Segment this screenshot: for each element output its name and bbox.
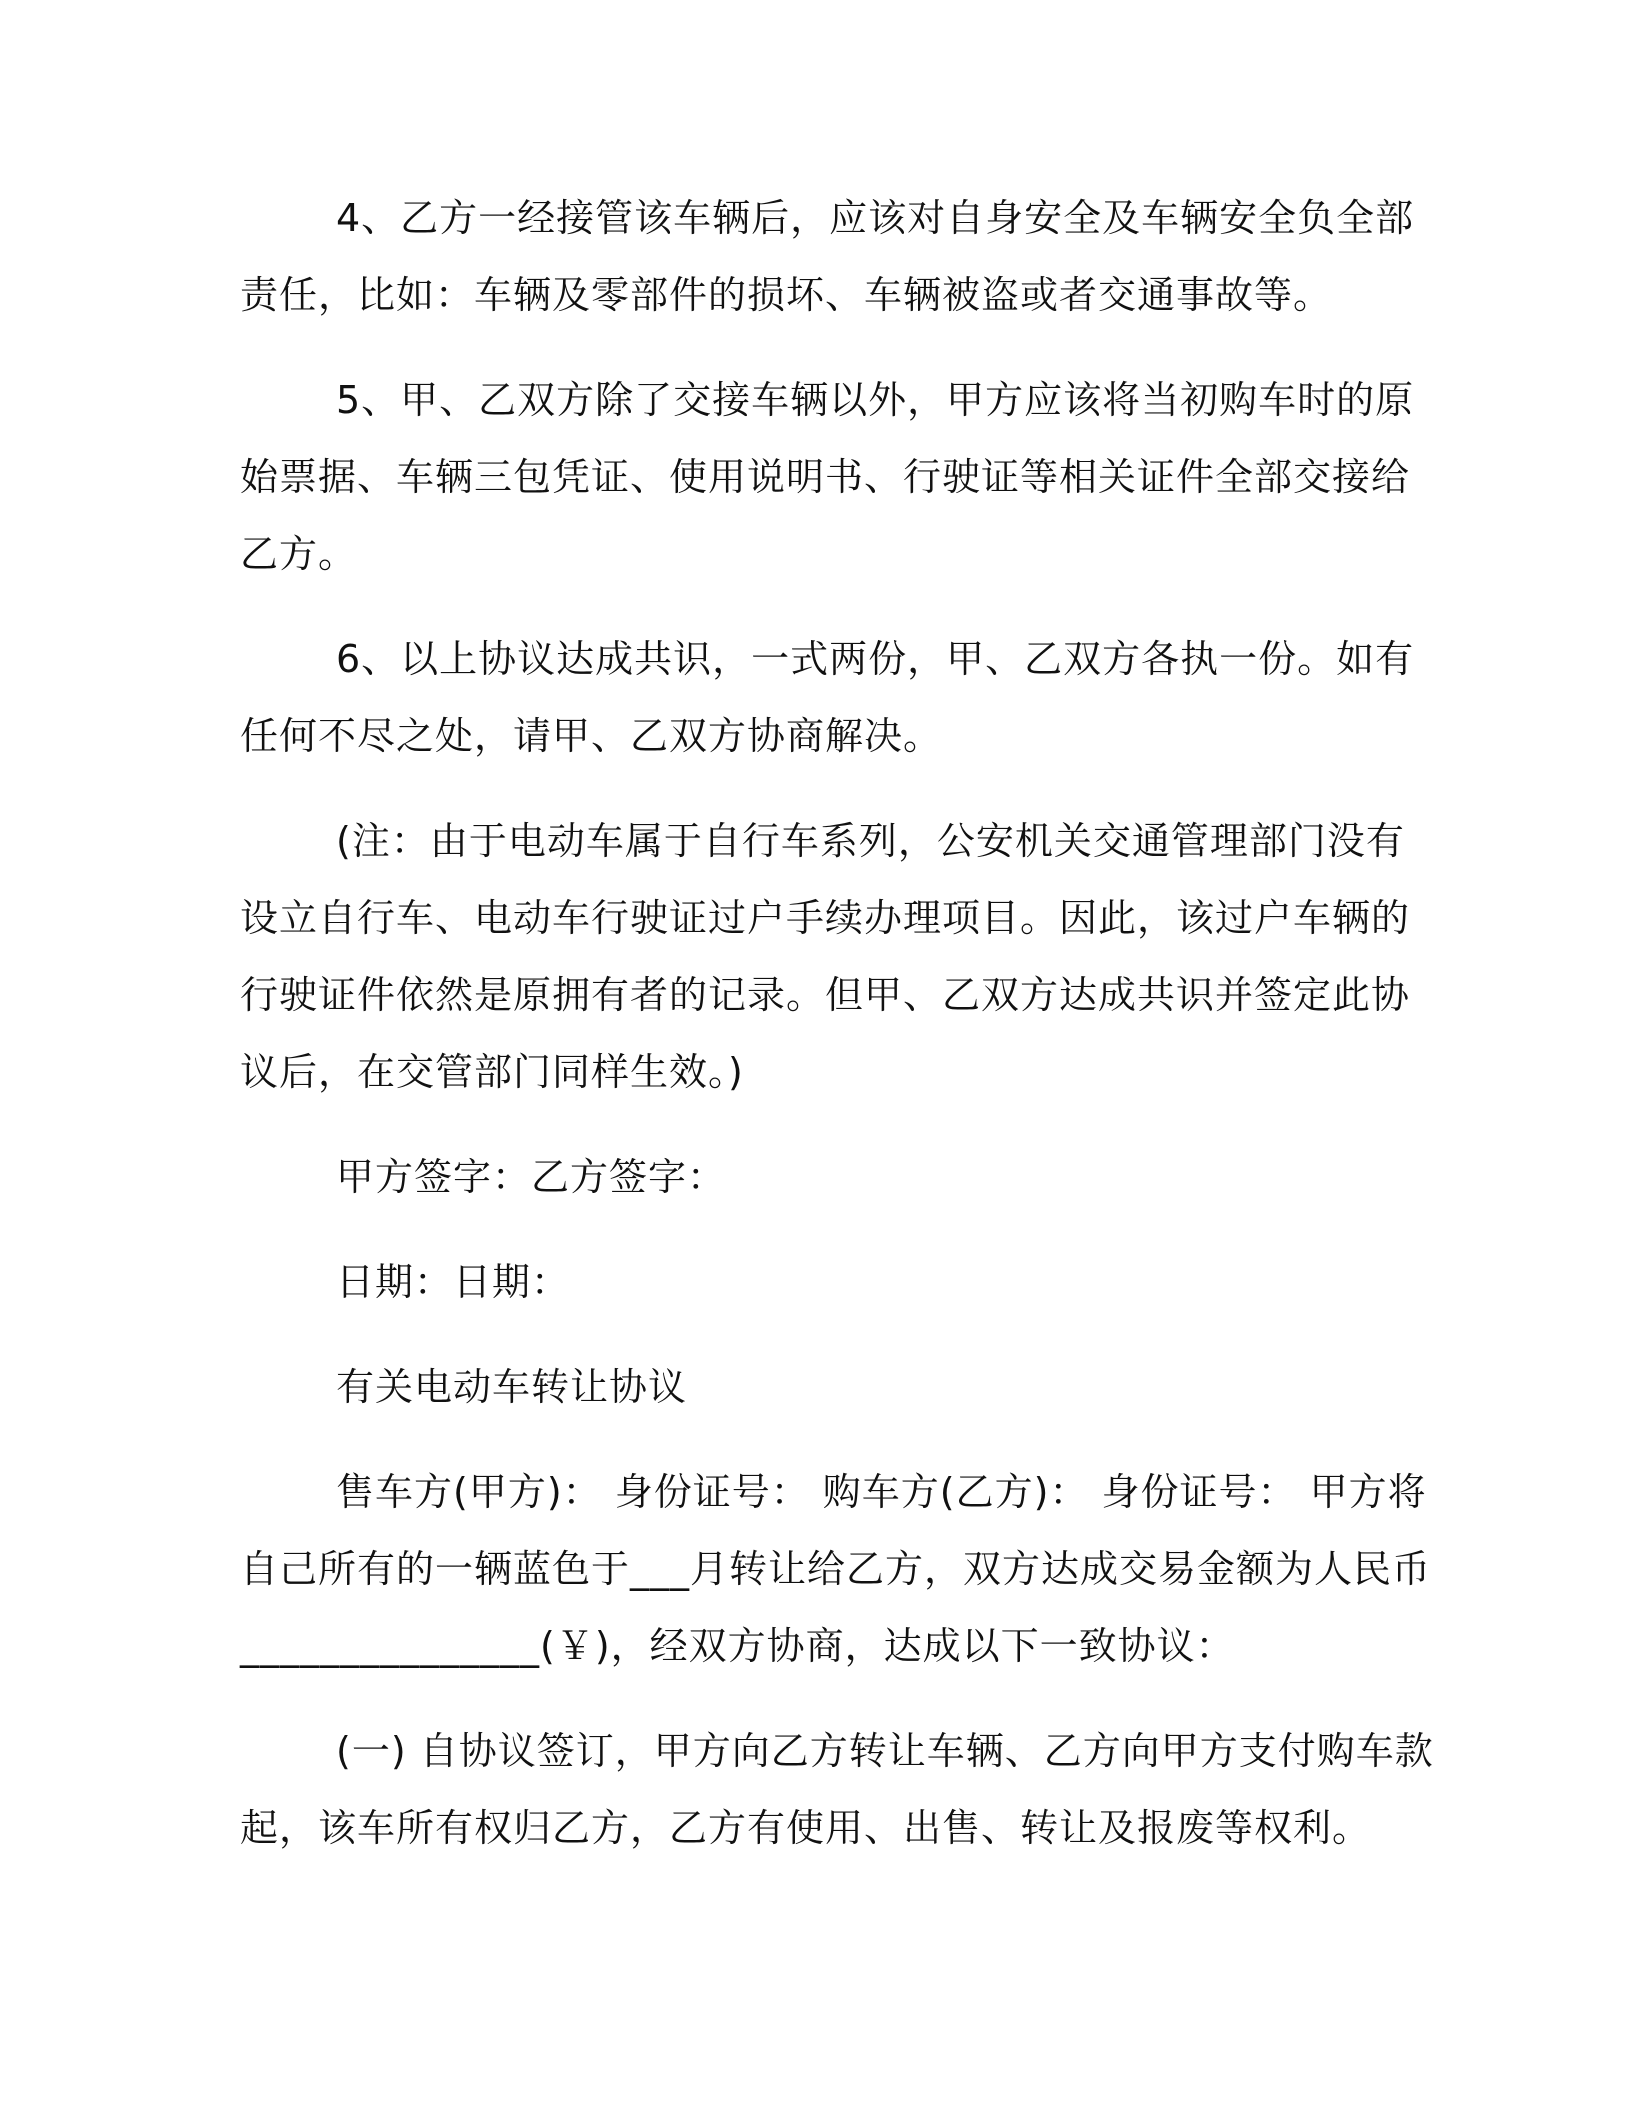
text-line: 乙方。 [240, 532, 358, 576]
text-line: 售车方(甲方)： 身份证号： 购车方(乙方)： 身份证号： 甲方将 [336, 1470, 1427, 1514]
document-page [240, 180, 1434, 1895]
paragraph-note [240, 803, 1411, 1111]
text-line: _______________(￥)，经双方协商，达成以下一致协议： [240, 1624, 1235, 1668]
paragraph-clause-6 [240, 621, 1415, 775]
text-line: 6、以上协议达成共识，一式两份，甲、乙双方各执一份。如有 [336, 637, 1415, 681]
text-line: 议后，在交管部门同样生效。) [240, 1050, 744, 1094]
text-line: 起，该车所有权归乙方，乙方有使用、出售、转让及报废等权利。 [240, 1806, 1372, 1850]
agreement-title: 有关电动车转让协议 [336, 1365, 688, 1409]
text-line: 自己所有的一辆蓝色于___月转让给乙方，双方达成交易金额为人民币 [240, 1547, 1432, 1591]
text-line: (一) 自协议签订，甲方向乙方转让车辆、乙方向甲方支付购车款 [336, 1729, 1434, 1773]
text-line: 责任，比如：车辆及零部件的损坏、车辆被盗或者交通事故等。 [240, 273, 1333, 317]
text-line: (注：由于电动车属于自行车系列，公安机关交通管理部门没有 [336, 819, 1405, 863]
paragraph-clause-5 [240, 362, 1415, 593]
date-line: 日期：日期： [336, 1260, 571, 1304]
paragraph-clause-4 [240, 180, 1415, 334]
text-line: 设立自行车、电动车行驶证过户手续办理项目。因此，该过户车辆的 [240, 896, 1411, 940]
paragraph-parties [240, 1454, 1432, 1685]
text-line: 4、乙方一经接管该车辆后，应该对自身安全及车辆安全负全部 [336, 196, 1415, 240]
text-line: 始票据、车辆三包凭证、使用说明书、行驶证等相关证件全部交接给 [240, 455, 1411, 499]
text-line: 5、甲、乙双方除了交接车辆以外，甲方应该将当初购车时的原 [336, 378, 1415, 422]
text-line: 任何不尽之处，请甲、乙双方协商解决。 [240, 714, 943, 758]
text-line: 行驶证件依然是原拥有者的记录。但甲、乙双方达成共识并签定此协 [240, 973, 1411, 1017]
paragraph-article-1 [240, 1713, 1434, 1867]
signature-line: 甲方签字：乙方签字： [336, 1155, 727, 1199]
